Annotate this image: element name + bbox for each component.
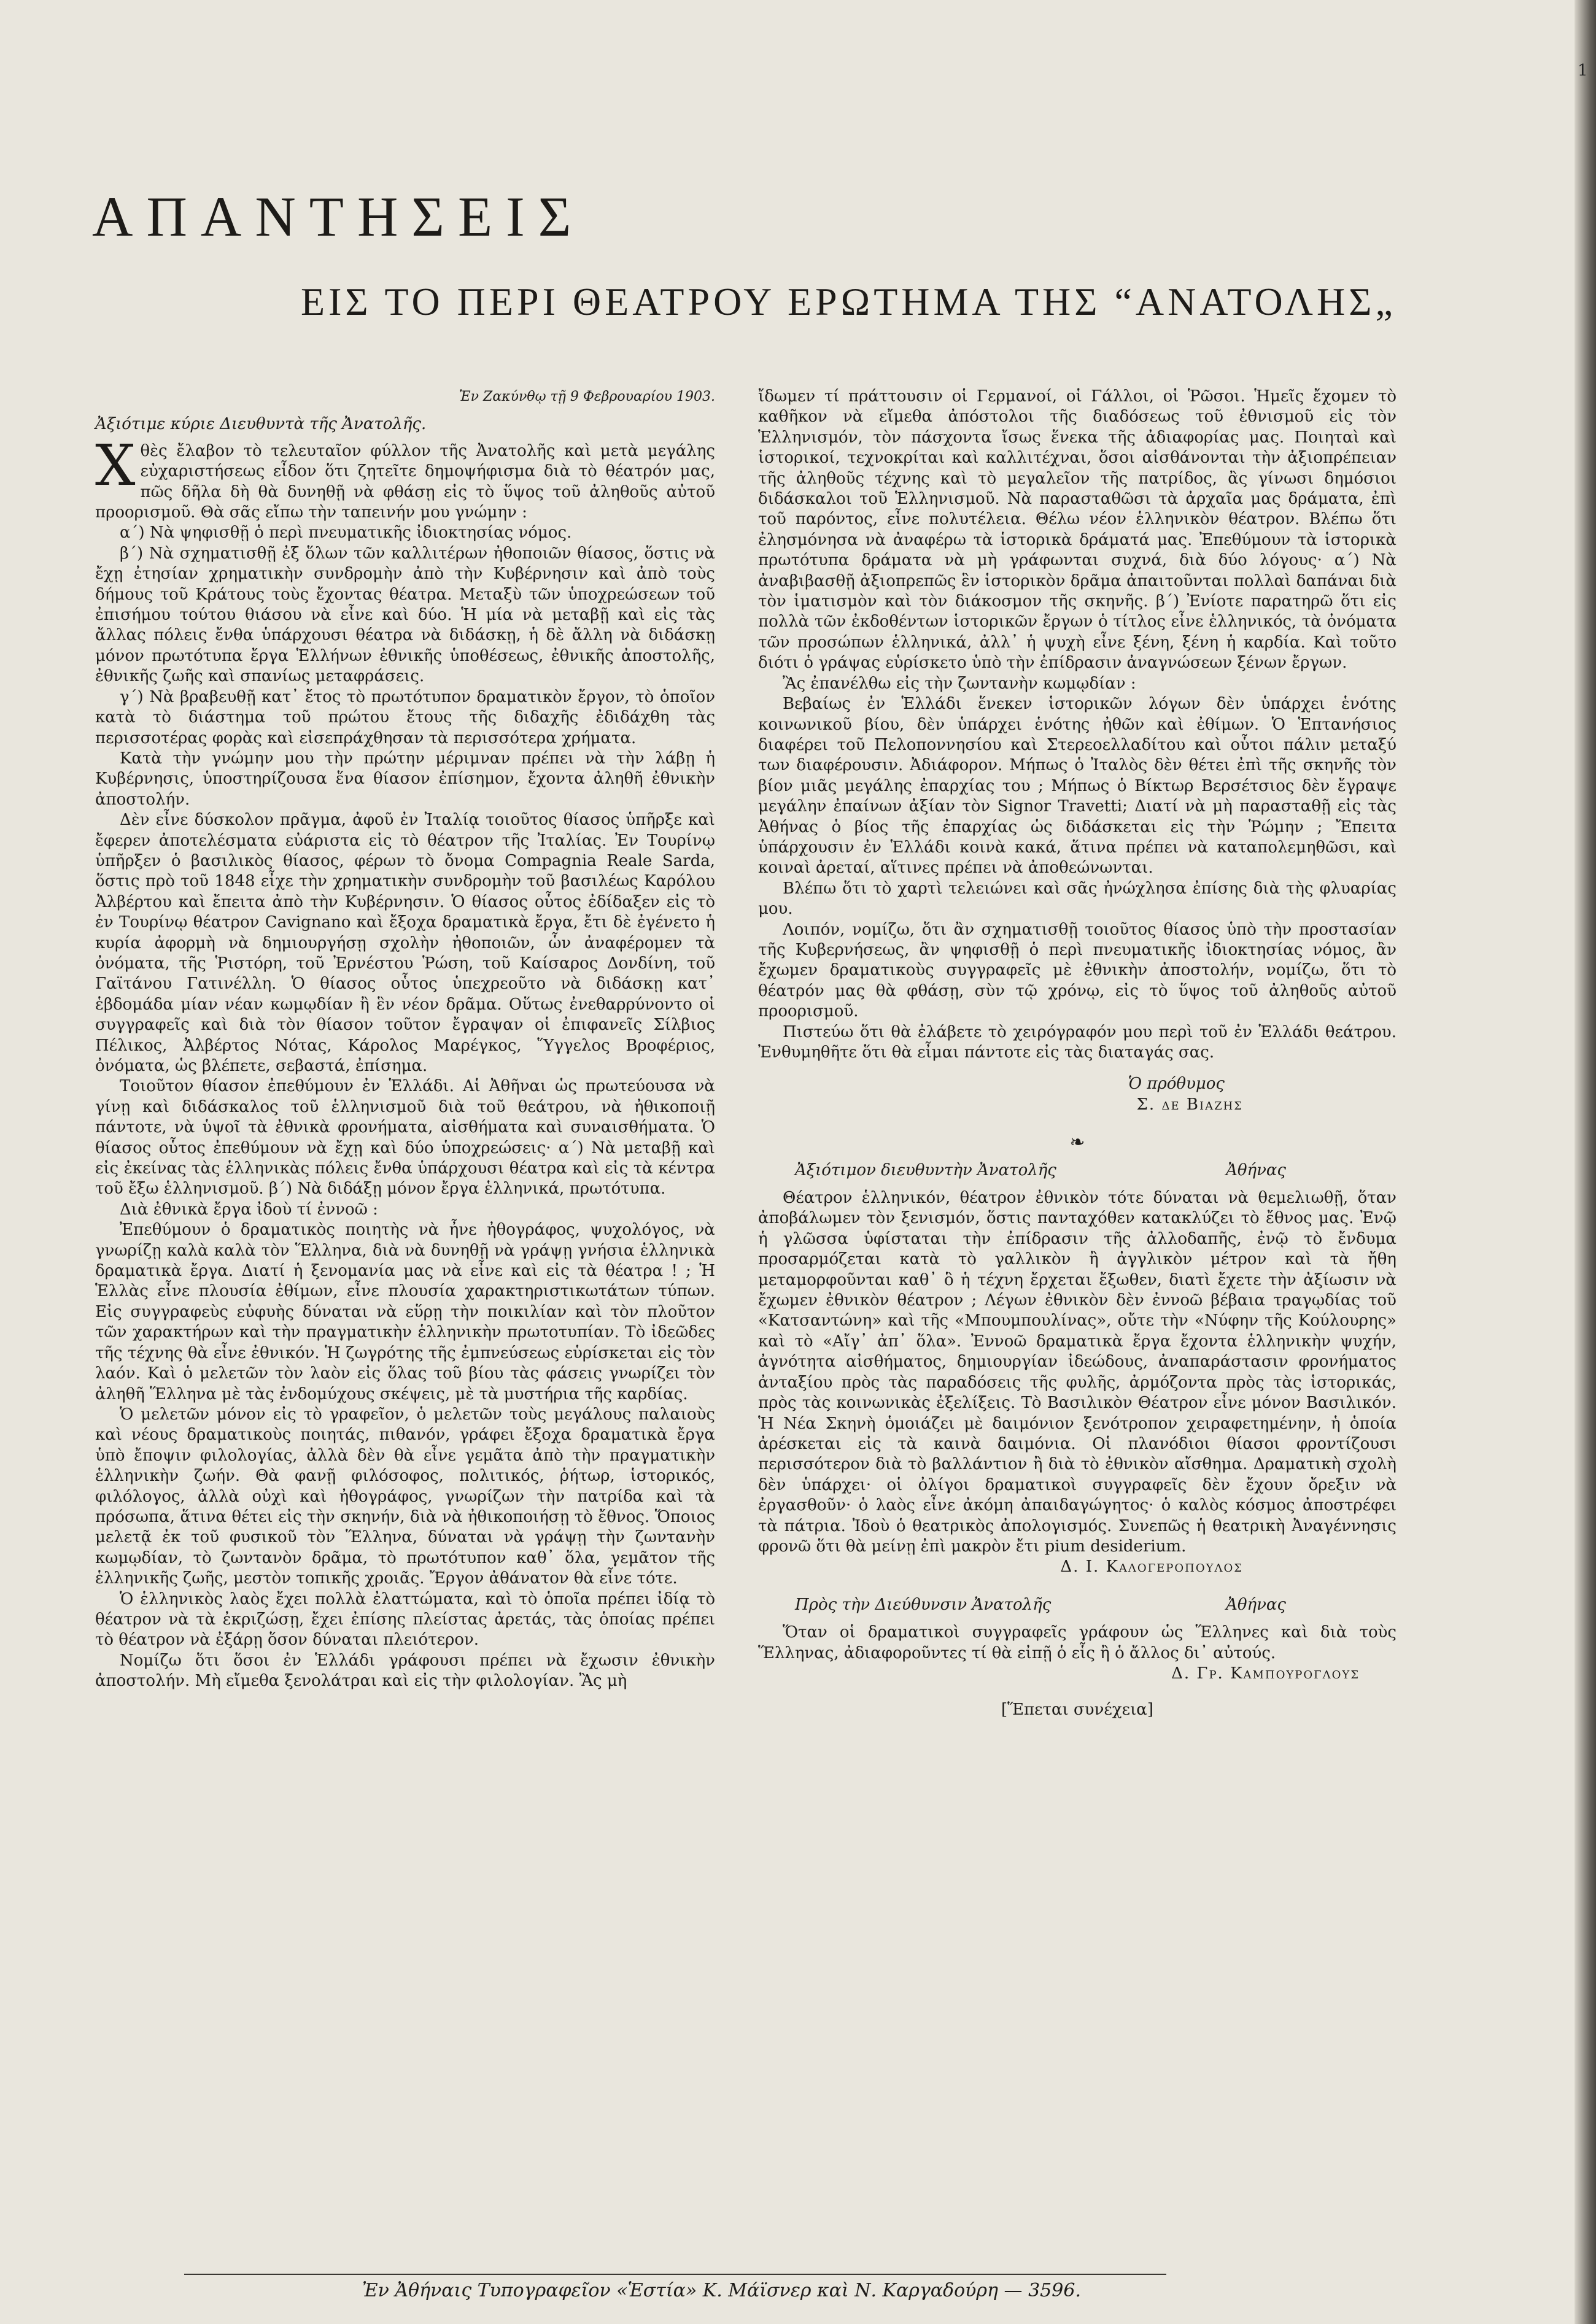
paragraph: Δὲν εἶνε δύσκολον πρᾶγμα, ἀφοῦ ἐν Ἰταλίᾳ τοιοῦτος θίασος ὑπῆρξε καὶ ἔφερεν ἀποτελέσματα εὐάριστα εἰς τὸ θέατρον τῆς Ἰταλίας. Ἐν Τουρίνῳ ὑπῆρξεν ὁ βασιλικὸς θίασος, φέρων τὸ ὄνομα Compagnia Reale Sarda, ὅστις πρὸ τοῦ 1848 εἶχε τὴν χρηματικὴν συνδρομὴν τοῦ βασιλέως Καρόλου Ἀλβέρτου καὶ ἔπειτα ἀπὸ τὴν Κυβέρνησιν. Ὁ θίασος οὗτος ἐδίδαξεν εἰς τὸ ἐν Τουρίνῳ θέατρον Cavignano καὶ ἔξοχα δραματικὰ ἔργα, ἔτι δὲ ἐγένετο ἡ κυρία ἀφορμὴ νὰ δημιουργήσῃ σχολὴν ἠθοποιῶν, ὧν ἀναφέρομεν τὰ ὀνόματα, τῆς Ῥιστόρη, τοῦ Ἐρνέστου Ῥώση, τοῦ Καίσαρος Δονδίνη, τοῦ Γαϊτάνου Γατινέλλη. Ὁ θίασος οὗτος ὑπεχρεοῦτο νὰ διδάσκῃ κατ᾽ ἑβδομάδα μίαν νέαν κωμῳδίαν ἢ ἓν νέον δρᾶμα. Οὕτως ἐνεθαρρύνοντο οἱ συγγραφεῖς καὶ διὰ τὸν θίασον τοῦτον ἔγραψαν οἱ ἐπιφανεῖς Σίλβιος Πέλικος, Ἀλβέρτος Νότας, Κάρολος Μαρέγκος, Ὕγγελος Βροφέριος, ὀνόματα, ὡς βλέπετε, σεβαστά, ἐπίσημα. bbox=[95, 811, 715, 1075]
paragraph bbox=[95, 432, 715, 523]
paragraph: ἴδωμεν τί πράττουσιν οἱ Γερμανοί, οἱ Γάλλοι, οἱ Ῥῶσοι. Ἡμεῖς ἔχομεν τὸ καθῆκον νὰ εἴμεθα ἀπόστολοι τῆς διαδόσεως τοῦ ἐθνισμοῦ εἰς τὸν Ἑλληνισμόν, τὸν πάσχοντα ἴσως ἕνεκα τῆς ἀδιαφορίας μας. Ποιηταὶ καὶ ἱστορικοί, τεχνοκρίται καὶ καλλιτέχναι, ὅσοι αἰσθάνονται τὴν ἀξιοπρέπειαν τῆς ἀληθοῦς τέχνης καὶ τὸ μεγαλεῖον τῆς πατρίδος, ἂς γίνωσι δημόσιοι διδάσκαλοι τοῦ Ἑλληνισμοῦ. Νὰ παρασταθῶσι τὰ ἀρχαῖα μας δράματα, ἐπὶ τοῦ παρόντος, εἶνε πολυτέλεια. Θέλω νέον ἑλληνικὸν θέατρον. Βλέπω ὅτι ἐλησμόνησα νὰ ἀναφέρω τὰ ἱστορικὰ δράματά μας. Ἐπεθύμουν τὰ ἱστορικὰ πρωτότυπα δράματα νὰ μὴ γράφωνται συχνά, διὰ δύο λόγους· α΄) Νὰ ἀναβιβασθῇ ἀξιοπρεπῶς ἓν ἱστορικὸν δρᾶμα ἀπαιτοῦνται πολλαὶ δαπάναι διὰ τὸν ἱματισμὸν καὶ τὸν διάκοσμον τῆς σκηνῆς. β΄) Ἐνίοτε παρατηρῶ ὅτι εἰς πολλὰ τῶν ἐκδοθέντων ἱστορικῶν ἔργων ὁ τίτλος εἶνε ἑλληνικός, τὰ ὀνόματα τῶν προσώπων ἑλληνικά, ἀλλ᾽ ἡ ψυχὴ εἶνε ξένη, ξένη ἡ καρδία. Καὶ τοῦτο διότι ὁ γράψας εὑρίσκετο ὑπὸ τὴν ἐπίδρασιν ἀναγνώσεων ξένων ἔργων. bbox=[758, 387, 1396, 673]
paragraph: Κατὰ τὴν γνώμην μου τὴν πρώτην μέριμναν πρέπει νὰ τὴν λάβῃ ἡ Κυβέρνησις, ὑποστηρίζουσα ἕνα θίασον ἐπίσημον, ἔχοντα ἀληθῆ ἐθνικὴν ἀποστολήν. bbox=[95, 749, 715, 809]
letter-address bbox=[758, 1595, 1396, 1615]
paragraph-text: θὲς ἔλαβον τὸ τελευταῖον φύλλον τῆς Ἀνατολῆς καὶ μετὰ μεγάλης εὐχαριστήσεως εἶδον ὅτι ζητεῖτε δημοψήφισμα διὰ τὸ θέατρόν μας, πῶς δῆλα δὴ θὰ δυνηθῇ νὰ φθάσῃ εἰς τὸ ὕψος τοῦ ἀληθοῦς αὐτοῦ προορισμοῦ. Θὰ σᾶς εἴπω τὴν ταπεινήν μου γνώμην : bbox=[95, 441, 715, 522]
paragraph: Πιστεύω ὅτι θὰ ἐλάβετε τὸ χειρόγραφόν μου περὶ τοῦ ἐν Ἑλλάδι θεάτρου. Ἐνθυμηθῆτε ὅτι θὰ εἶμαι πάντοτε εἰς τὰς διαταγάς σας. bbox=[758, 1022, 1396, 1062]
signature-name: Δ. Ι. Καλογεροπουλος bbox=[1060, 1558, 1243, 1577]
page-edge-shadow bbox=[1575, 0, 1596, 2324]
paragraph: Ὁ μελετῶν μόνον εἰς τὸ γραφεῖον, ὁ μελετῶν τοὺς μεγάλους παλαιοὺς καὶ νέους δραματικοὺς ποιητάς, πιθανόν, γράφει ἔξοχα δραματικὰ ἔργα ὑπὸ ἔποψιν φιλολογίας, ἀλλὰ δὲν θὰ εἶνε γεμᾶτα ἀπὸ τὴν πραγματικὴν ἑλληνικὴν ζωήν. Θὰ φανῇ φιλόσοφος, πολιτικός, ῥήτωρ, ἱστορικός, φιλόλογος, ἀλλὰ οὐχὶ καὶ ἠθογράφος, γνωρίζων τὴν πατρίδα καὶ τὰ πρόσωπα, ἅτινα θέτει εἰς τὴν σκηνήν, διὰ νὰ ἠθικοποιήσῃ τὸ ἔθνος. Ὅποιος μελετᾷ ἐκ τοῦ φυσικοῦ τὸν Ἕλληνα, δύναται νὰ γράψῃ τὴν ζωντανὴν κωμῳδίαν, τὸ ζωντανὸν δρᾶμα, τὸ πρωτότυπον καθ᾽ ὅλα, γεμᾶτον τῆς ἑλληνικῆς ζωῆς, μεστὸν τοπικῆς χροιᾶς. Ἔργον ἀθάνατον θὰ εἶνε τότε. bbox=[95, 1405, 715, 1588]
edge-mark: 1 bbox=[1578, 61, 1588, 80]
paragraph: Βλέπω ὅτι τὸ χαρτὶ τελειώνει καὶ σᾶς ἠνώχλησα ἐπίσης διὰ τὴς φλυαρίας μου. bbox=[758, 879, 1396, 919]
paragraph: Νομίζω ὅτι ὅσοι ἐν Ἑλλάδι γράφουσι πρέπει νὰ ἔχωσιν ἐθνικὴν ἀποστολήν. Μὴ εἴμεθα ξενολάτραι καὶ εἰς τὴν φιλολογίαν. Ἂς μὴ bbox=[95, 1651, 715, 1691]
paragraph: Λοιπόν, νομίζω, ὅτι ἂν σχηματισθῇ τοιοῦτος θίασος ὑπὸ τὴν προστασίαν τῆς Κυβερνήσεως, ἂν ψηφισθῇ ὁ περὶ πνευματικῆς ἰδιοκτησίας νόμος, ἂν ἔχωμεν δραματικοὺς συγγραφεῖς μὲ ἐθνικὴν ἀποστολήν, νομίζω, ὅτι τὸ θέατρόν μας θὰ φθάσῃ, σὺν τῷ χρόνῳ, εἰς τὸ ὕψος τοῦ ἀληθοῦς αὐτοῦ προορισμοῦ. bbox=[758, 920, 1396, 1021]
paragraph: Θέατρον ἑλληνικόν, θέατρον ἐθνικὸν τότε δύναται νὰ θεμελιωθῇ, ὅταν ἀποβάλωμεν τὸν ξενισμόν, ὅστις πανταχόθεν κατακλύζει τὸ ἔθνος μας. Ἐνῷ ἡ γλῶσσα ὑφίσταται τὴν ἐπίδρασιν τῆς ἀλλοδαπῆς, ἐνῷ τὸ ἔνδυμα προσαρμόζεται κατὰ τὸ γαλλικὸν ἢ ἀγγλικὸν μέτρον καὶ τὰ ἤθη μεταμορφοῦνται καθ᾽ ὃ ἡ τέχνη ἔρχεται ἔξωθεν, διατὶ ἔχετε τὴν ἀξίωσιν νὰ ἔχωμεν ἐθνικὸν θέατρον ; Λέγων ἐθνικὸν δὲν ἐννοῶ βέβαια τραγῳδίας τοῦ «Κατσαντώνη» καὶ τῆς «Μπουμπουλίνας», οὔτε τὴν «Νύφην τῆς Κούλουρης» καὶ τὸ «Αἴγ᾽ ἀπ᾽ ὅλα». Ἐννοῶ δραματικὰ ἔργα ἔχοντα ἑλληνικὴν ψυχήν, ἀγνότητα αἰσθήματος, δημιουργίαν ἰδεώδους, ἀναπαράστασιν φρονήματος ἀνταξίου πρὸς τὰς παραδόσεις τῆς φυλῆς, ἀρμόζοντα πρὸς τὰς ἱστορικάς, πρὸς τὰς κοινωνικὰς ἐξελίξεις. Τὸ Βασιλικὸν Θέατρον εἶνε μόνον Βασιλικόν. Ἡ Νέα Σκηνὴ ὁμοιάζει μὲ δαιμόνιον ξενότροπον χειραφετημένην, ἡ ὁποία ἀρέσκεται εἰς τὰ καινὰ δαιμόνια. Οἱ πλανόδιοι θίασοι φροντίζουσι περισσότερον διὰ τὸ βαλλάντιον ἢ διὰ τὸ ἐθνικὸν αἴσθημα. Δραματικὴ σχολὴ δὲν ὑπάρχει· οἱ ὀλίγοι δραματικοὶ συγγραφεῖς δὲν ἔχουν ὄρεξιν νὰ ἐργασθοῦν· ὁ λαὸς εἶνε ἀκόμη ἀπαιδαγώγητος· ὁ καλὸς κόσμος ἀποστρέφει τὰ πάτρια. Ἰδοὺ ὁ θεατρικὸς ἀπολογισμός. Συνεπῶς ἡ θεατρικὴ Ἀναγέννησις φρονῶ ὅτι θὰ μείνῃ ἐπὶ μακρὸν ἔτι pium desiderium. bbox=[758, 1189, 1396, 1556]
right-column bbox=[758, 387, 1396, 1721]
paragraph: β΄) Νὰ σχηματισθῇ ἐξ ὅλων τῶν καλλιτέρων ἠθοποιῶν θίασος, ὅστις νὰ ἔχῃ ἐτησίαν χρηματικὴν συνδρομὴν ἀπὸ τὴν Κυβέρνησιν καὶ ἀπὸ τοὺς δήμους τοῦ Κράτους τοὺς ἔχοντας θέατρα. Μεταξὺ τῶν ὑποχρεώσεων τοῦ ἐπισήμου τούτου θιάσου νὰ εἶνε καὶ δύο. Ἡ μία νὰ μεταβῇ καὶ εἰς τὰς ἄλλας πόλεις ἔνθα ὑπάρχουσι θέατρα νὰ διδάσκῃ, ἡ δὲ ἄλλη νὰ διδάσκῃ μόνον πρωτότυπα ἔργα Ἑλλήνων ἐθνικῆς ὑποθέσεως, ἐθνικῆς ἀποστολῆς, ἐθνικῆς ζωῆς καὶ σπανίως μεταφράσεις. bbox=[95, 544, 715, 686]
paragraph: Ὅταν οἱ δραματικοὶ συγγραφεῖς γράφουν ὡς Ἕλληνες καὶ διὰ τοὺς Ἕλληνας, ἀδιαφοροῦντες τί θὰ εἰπῇ ὁ εἷς ἢ ὁ ἄλλος δι᾽ αὐτούς. bbox=[758, 1623, 1396, 1662]
address-recipient: Ἀξιότιμον διευθυντὴν Ἀνατολῆς bbox=[795, 1160, 1056, 1179]
paragraph: α΄) Νὰ ψηφισθῇ ὁ περὶ πνευματικῆς ἰδιοκτησίας νόμος. bbox=[120, 523, 572, 542]
paragraph: Ἂς ἐπανέλθω εἰς τὴν ζωντανὴν κωμῳδίαν : bbox=[783, 674, 1136, 693]
left-column bbox=[95, 387, 715, 1692]
signature-name: Δ. Γρ. Καμπουρογλους bbox=[1171, 1664, 1360, 1683]
ornament-icon: ❧ bbox=[1069, 1132, 1085, 1154]
address-city: Ἀθήνας bbox=[1226, 1160, 1286, 1179]
dateline: Ἐν Ζακύνθῳ τῇ 9 Φεβρουαρίου 1903. bbox=[459, 389, 715, 404]
paragraph: Βεβαίως ἐν Ἑλλάδι ἕνεκεν ἱστορικῶν λόγων δὲν ὑπάρχει ἑνότης κοινωνικοῦ βίου, δὲν ὑπάρχει ἑνότης ἠθῶν καὶ ἐθίμων. Ὁ Ἑπτανήσιος διαφέρει τοῦ Πελοποννησίου καὶ Στερεοελλαδίτου καὶ οὗτοι πάλιν μεταξύ των διαφέρουσιν. Ἀδιάφορον. Μήπως ὁ Ἰταλὸς δὲν θέτει ἐπὶ τῆς σκηνῆς τὸν βίον μιᾶς μεγάλης ἐπαρχίας του ; Μήπως ὁ Βίκτωρ Βερσέτσιος δὲν ἔγραψε μεγάλην ἐπαίνων ἀξίαν τὸν Signor Travetti; Διατί νὰ μὴ παρασταθῇ εἰς τὰς Ἀθήνας ὁ βίος τῆς ἐπαρχίας ὡς διδάσκεται εἰς τὴν Ῥώμην ; Ἔπειτα ὑπάρχουσιν ἐν Ἑλλάδι κοινὰ κακά, ἅτινα πρέπει νὰ καταπολεμηθῶσι, καὶ κοιναὶ ἀρεταί, αἵτινες πρέπει νὰ ἀποθεώνωνται. bbox=[758, 695, 1396, 878]
paragraph: Διὰ ἐθνικὰ ἔργα ἰδοὺ τί ἐννοῶ : bbox=[120, 1200, 378, 1219]
page-title: ΑΠΑΝΤΗΣΕΙΣ bbox=[92, 185, 585, 248]
address-city: Ἀθήνας bbox=[1226, 1595, 1286, 1614]
continued-note: [Ἕπεται συνέχεια] bbox=[1001, 1701, 1153, 1720]
drop-cap: Χ bbox=[95, 432, 136, 498]
paragraph: Ἐπεθύμουν ὁ δραματικὸς ποιητὴς νὰ ἦνε ἠθογράφος, ψυχολόγος, νὰ γνωρίζῃ καλὰ καλὰ τὸν Ἕλληνα, διὰ νὰ δυνηθῇ νὰ γράψῃ γνήσια ἑλληνικὰ δραματικὰ ἔργα. Διατί ἡ ξενομανία μας νὰ εἶνε καὶ εἰς τὰ θέατρα ! ; Ἡ Ἑλλὰς εἶνε πλουσία ἐθίμων, εἶνε πλουσία χαρακτηριστικωτάτων τύπων. Εἰς συγγραφεὺς εὐφυὴς δύναται νὰ εὕρῃ τὴν ποικιλίαν καὶ τὸν πλοῦτον τῶν χαρακτήρων καὶ τὴν πραγματικὴν ἑλληνικὴν πρωτοτυπίαν. Τὸ ἰδεῶδες τῆς τέχνης θὰ εἶνε ἐθνικόν. Ἡ ζωγρότης τῆς ἐμπνεύσεως εὑρίσκεται εἰς τὸν λαόν. Καὶ ὁ μελετῶν τὸν λαὸν εἰς ὅλας τοῦ βίου τὰς φάσεις γνωρίζει τὸν ἀληθῆ Ἕλληνα μὲ τὰς ἐνδομύχους σκέψεις, μὲ τὰ μυστήρια τῆς καρδίας. bbox=[95, 1221, 715, 1403]
address-recipient: Πρὸς τὴν Διεύθυνσιν Ἀνατολῆς bbox=[795, 1595, 1052, 1614]
paragraph: Τοιοῦτον θίασον ἐπεθύμουν ἐν Ἑλλάδι. Αἱ Ἀθῆναι ὡς πρωτεύουσα νὰ γίνῃ καὶ διδάσκαλος τοῦ ἑλληνισμοῦ διὰ τοῦ θεάτρου, νὰ ἠθικοποιῇ πάντοτε, νὰ ὑψοῖ τὰ ἐθνικὰ φρονήματα, αἰσθήματα καὶ συναισθήματα. Ὁ θίασος οὗτος ἐπεθύμουν νὰ ἔχῃ καὶ δύο ὑποχρεώσεις· α΄) Νὰ μεταβῇ καὶ εἰς ἐκείνας τὰς ἑλληνικὰς πόλεις ἔνθα ὑπάρχουσι θέατρα καὶ εἰς τὰ κέντρα τοῦ ἔξω ἑλληνισμοῦ. β΄) Νὰ διδάξῃ μόνον ἔργα ἑλληνικά, πρωτότυπα. bbox=[95, 1077, 715, 1199]
footer-rule bbox=[184, 2274, 1166, 2275]
letter-address bbox=[758, 1160, 1396, 1181]
paragraph: γ΄) Νὰ βραβευθῇ κατ᾽ ἔτος τὸ πρωτότυπον δραματικὸν ἔργον, τὸ ὁποῖον κατὰ τὸ διάστημα τοῦ πρώτου ἔτους τῆς διδαχῆς ἐδιδάχθη τὰς περισσοτέρας φορὰς καὶ εἰσεπράχθησαν τὰ περισσότερα χρήματα. bbox=[95, 687, 715, 747]
signature-intro: Ὁ πρόθυμος bbox=[1128, 1075, 1225, 1094]
printer-imprint: Ἐν Ἀθήναις Τυπογραφεῖον «Ἑστία» Κ. Μάϊσνερ καὶ Ν. Καργαδούρη — 3596. bbox=[362, 2280, 1081, 2301]
paragraph: Ὁ ἑλληνικὸς λαὸς ἔχει πολλὰ ἐλαττώματα, καὶ τὸ ὁποῖα πρέπει ἰδίᾳ τὸ θέατρον νὰ τὰ ἐκριζώσῃ, ἔχει ἐπίσης πλείστας ἀρετάς, τὰς ὁποίας πρέπει τὸ θέατρον νὰ ἐξάρῃ ὅσον δύναται πλειότερον. bbox=[95, 1589, 715, 1650]
salutation: Ἀξιότιμε κύριε Διευθυντὰ τῆς Ἀνατολῆς. bbox=[95, 415, 427, 434]
signature-name: Σ. δε Βιαζης bbox=[1136, 1095, 1243, 1114]
page-subtitle: ΕΙΣ ΤΟ ΠΕΡΙ ΘΕΑΤΡΟΥ ΕΡΩΤΗΜΑ ΤΗΣ “ΑΝΑΤΟΛΗΣ„ bbox=[301, 280, 1396, 323]
